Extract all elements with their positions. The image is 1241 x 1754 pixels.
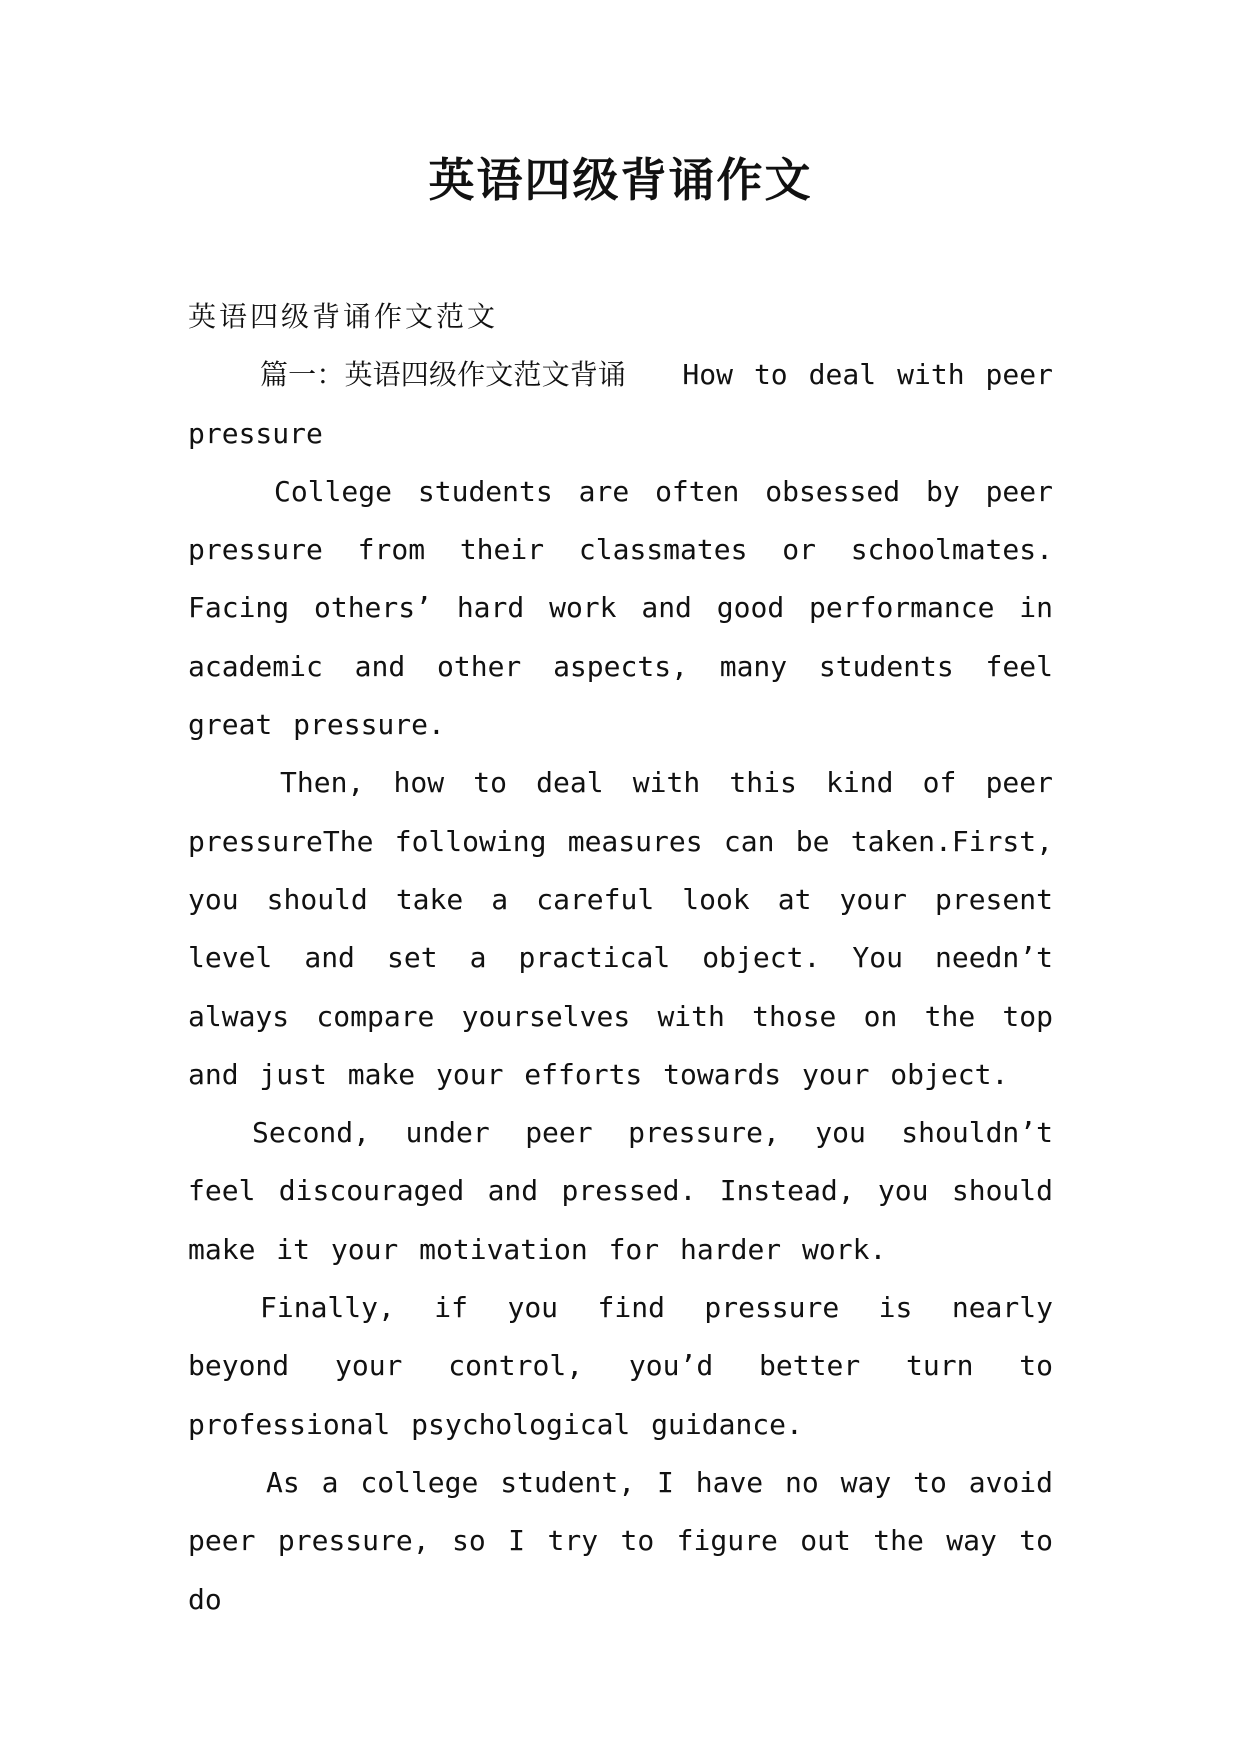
document-body (188, 288, 1053, 1629)
paragraph-1: College students are often obsessed by peer pressure from their classmates or schoolmates. Facing others’ hard work and good performance in academic and other aspects, many students feel great pressure. (188, 474, 1053, 742)
paragraph-5: As a college student, I have no way to avoid peer pressure, so I try to figure out the way to do (188, 1465, 1053, 1616)
section-heading: 篇一：英语四级作文范文背诵 How to deal with peer pressure (188, 358, 1053, 450)
paragraph-4: Finally, if you find pressure is nearly beyond your control, you’d better turn to professional psychological guidance. (188, 1291, 1053, 1441)
paragraph-2: Then, how to deal with this kind of peer pressureThe following measures can be taken.First, you should take a careful look at your present level and set a practical object. You needn’t always compare yourselves with those on the top and just make your efforts towards your object. (188, 766, 1053, 1091)
document-subtitle: 英语四级背诵作文范文 (188, 300, 499, 333)
page-title: 英语四级背诵作文 (428, 153, 813, 207)
paragraph-3: Second, under peer pressure, you shouldn’t feel discouraged and pressed. Instead, you should make it your motivation for harder work. (188, 1116, 1053, 1266)
